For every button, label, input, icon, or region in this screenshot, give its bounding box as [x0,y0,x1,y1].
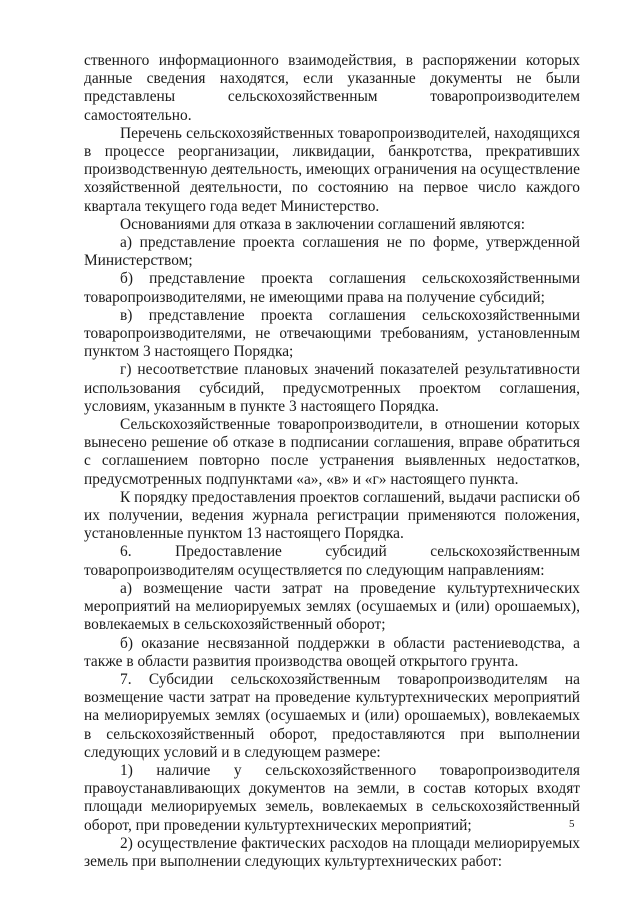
paragraph-item-a: а) представление проекта соглашения не по форме, утвержденной Министерством; [84,234,580,270]
page-number: 5 [569,818,575,830]
paragraph-direction-a: а) возмещение части затрат на проведение культуртехнических мероприятий на мелиорируемых землях (осушаемых и (или) орошаемых), вовлекаемых в сельскохозяйственный оборот; [84,579,580,634]
document-body [84,52,580,871]
paragraph-item-b: б) представление проекта соглашения сельскохозяйственными товаропроизводителями, не имеющими права на получение субсидий; [84,270,580,306]
paragraph-direction-b: б) оказание несвязанной поддержки в области растениеводства, а также в области развития производства овощей открытого грунта. [84,634,580,670]
paragraph-section-7: 7. Субсидии сельскохозяйственным товаропроизводителям на возмещение части затрат на проведение культуртехнических мероприятий на мелиорируемых землях (осушаемых и (или) орошаемых), вовлекаемых в сельскохозяйственный оборот, предоставляются при выполнении следующих условий и в следующем размере: [84,670,580,761]
paragraph-refusal-grounds: Основаниями для отказа в заключении соглашений являются: [120,215,525,233]
paragraph-procedure: К порядку предоставления проектов соглашений, выдачи расписки об их получении, ведения журнала регистрации применяются положения, установленные пунктом 13 настоящего Порядка. [84,488,580,543]
paragraph-list-of-producers: Перечень сельскохозяйственных товаропроизводителей, находящихся в процессе реорганизации, ликвидации, банкротства, прекративших производственную деятельность, имеющих ограничения на осуществление хозяйственной деятельности, по состоянию на первое число каждого квартала текущего года ведет Министерство. [84,124,580,215]
paragraph-item-v: в) представление проекта соглашения сельскохозяйственными товаропроизводителями, не отвечающими требованиям, установленным пунктом 3 настоящего Порядка; [84,306,580,361]
paragraph-condition-2: 2) осуществление фактических расходов на площади мелиорируемых земель при выполнении следующих культуртехнических работ: [84,834,580,870]
paragraph-reapply: Сельскохозяйственные товаропроизводители, в отношении которых вынесено решение об отказе в подписании соглашения, вправе обратиться с соглашением повторно после устранения выявленных недостатков, предусмотренных подпунктами «а», «в» и «г» настоящего пункта. [84,416,580,488]
paragraph-condition-1: 1) наличие у сельскохозяйственного товаропроизводителя правоустанавливающих документов на земли, в состав которых входят площади мелиорируемых земель, вовлекаемых в сельскохозяйственный оборот, при проведении культуртехнических мероприятий; [84,761,580,834]
paragraph-section-6: 6. Предоставление субсидий сельскохозяйственным товаропроизводителям осуществляется по следующим направлениям: [84,543,580,579]
paragraph-item-g: г) несоответствие плановых значений показателей результативности использования субсидий, предусмотренных проектом соглашения, условиям, указанным в пункте 3 настоящего Порядка. [84,361,580,415]
paragraph-continuation: ственного информационного взаимодействия, в распоряжении которых данные сведения находятся, если указанные документы не были представлены сельскохозяйственным товаропроизводителем самостоятельно. [84,52,580,124]
